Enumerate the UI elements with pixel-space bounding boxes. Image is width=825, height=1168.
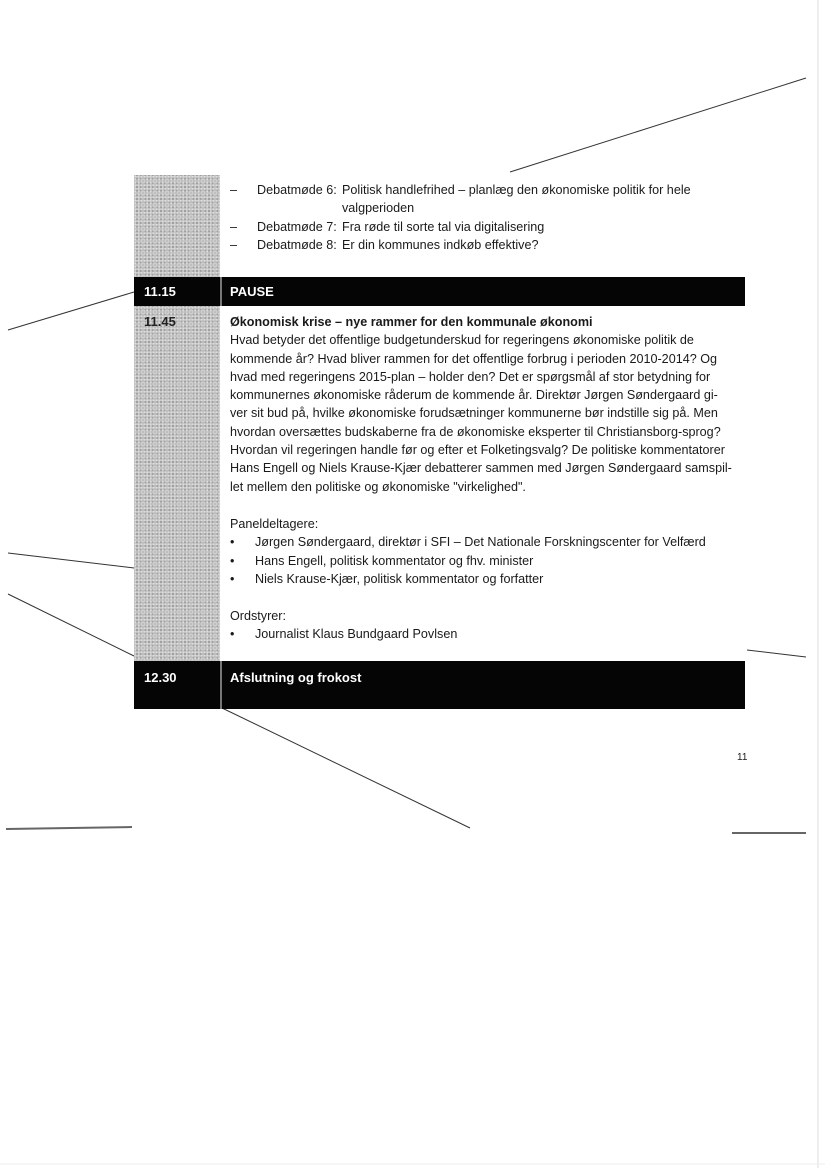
agenda-top-list [230, 181, 740, 254]
moderator-text: Journalist Klaus Bundgaard Povlsen [255, 627, 458, 642]
body-line: hvad med regeringens 2015-plan – holder den? Det er spørgsmål af stor betydning for [230, 369, 711, 384]
session-body [230, 331, 740, 496]
closing-bar [134, 661, 745, 709]
session-content [230, 313, 740, 644]
bullet-marker: • [230, 627, 235, 642]
agenda-item-text: Politisk handlefrihed – planlæg den økonomiske politik for hele [342, 183, 691, 197]
dash-marker: – [230, 237, 238, 252]
side-column-top [134, 175, 220, 277]
agenda-item-label: Debatmøde 7: [257, 219, 337, 234]
session-title: Økonomisk krise – nye rammer for den kommunale økonomi [230, 315, 593, 329]
body-line: ver sit bud på, hvilke økonomiske forudsætninger kommunerne bør indstille sig på. Men [230, 406, 718, 421]
pause-title: PAUSE [230, 284, 274, 299]
moderator-item [230, 625, 740, 643]
agenda-item-text: Er din kommunes indkøb effektive? [342, 237, 539, 252]
session-time: 11.45 [144, 314, 176, 329]
dash-marker: – [230, 219, 238, 234]
body-line: hvordan oversættes budskaberne fra de økonomiske eksperter til Christiansborg-sprog? [230, 424, 721, 439]
agenda-item-label: Debatmøde 6: [257, 183, 337, 197]
panelist-text: Jørgen Søndergaard, direktør i SFI – Det Nationale Forskningscenter for Velfærd [255, 535, 706, 550]
side-column-session [134, 306, 220, 661]
closing-time: 12.30 [144, 670, 177, 685]
dash-marker: – [230, 183, 238, 197]
panelist-text: Niels Krause-Kjær, politisk kommentator og forfatter [255, 571, 544, 586]
closing-title: Afslutning og frokost [230, 670, 362, 685]
bar-separator [220, 661, 222, 709]
bullet-marker: • [230, 553, 235, 568]
agenda-item [230, 236, 740, 254]
panelist-text: Hans Engell, politisk kommentator og fhv. minister [255, 553, 534, 568]
pause-bar [134, 277, 745, 306]
panel-label: Paneldeltagere: [230, 516, 319, 531]
bullet-marker: • [230, 535, 235, 550]
bar-separator [220, 277, 222, 306]
panelist-item [230, 552, 740, 570]
panelist-item [230, 533, 740, 551]
agenda-item-label: Debatmøde 8: [257, 237, 337, 252]
page-number: 11 [737, 752, 748, 763]
agenda-item [230, 181, 740, 218]
bullet-marker: • [230, 571, 235, 586]
moderator-label: Ordstyrer: [230, 609, 286, 624]
body-line: kommunernes økonomiske råderum de kommende år. Direktør Jørgen Søndergaard gi- [230, 388, 718, 403]
agenda-item [230, 218, 740, 236]
body-line: Hvad betyder det offentlige budgetunderskud for regeringens økonomiske politik de [230, 333, 694, 348]
body-line: Hans Engell og Niels Krause-Kjær debatterer sammen med Jørgen Søndergaard samspil- [230, 461, 732, 476]
agenda-item-text: Fra røde til sorte tal via digitalisering [342, 219, 545, 234]
body-line: let mellem den politiske og økonomiske "virkelighed". [230, 479, 526, 494]
panelist-item [230, 570, 740, 588]
pause-time: 11.15 [144, 284, 176, 299]
body-line: Hvordan vil regeringen handle før og efter et Folketingsvalg? De politiske kommentatorer [230, 443, 725, 458]
agenda-item-continuation: valgperioden [342, 201, 415, 216]
body-line: kommende år? Hvad bliver rammen for det offentlige forbrug i perioden 2010-2014? Og [230, 351, 718, 366]
